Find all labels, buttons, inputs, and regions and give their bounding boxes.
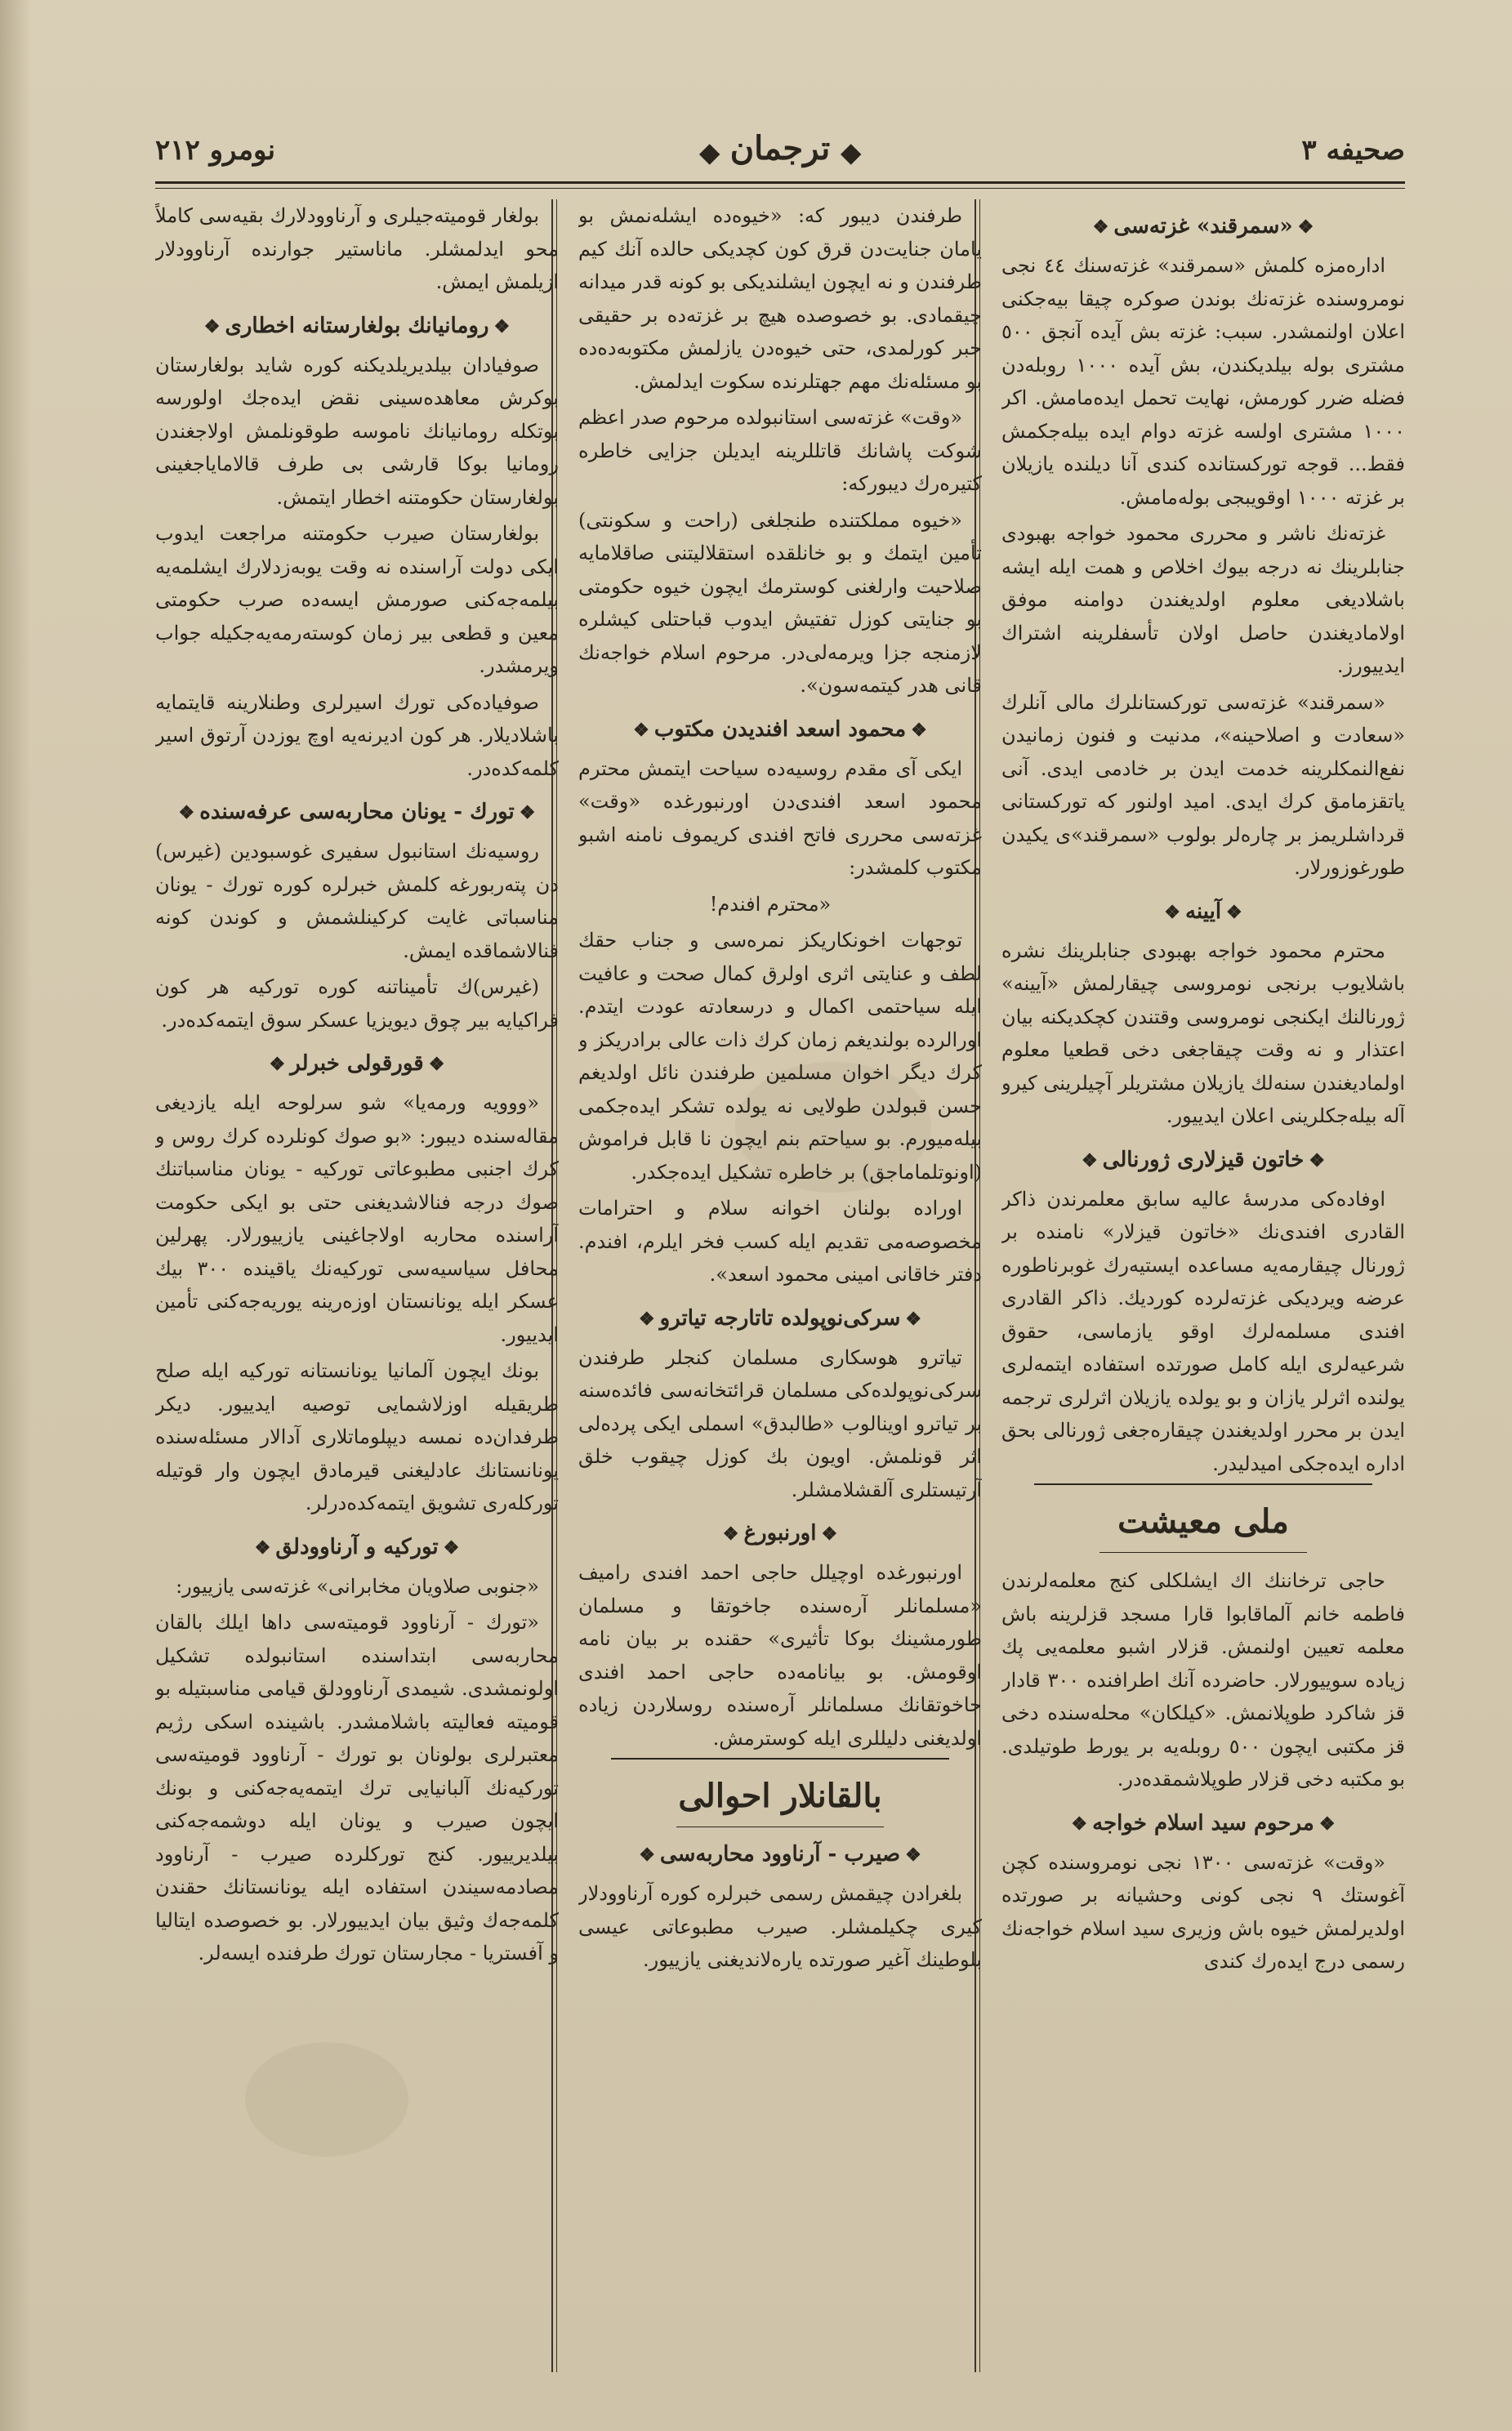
heading-text: «سمرقند» غزته‌سی [1113, 214, 1293, 239]
paragraph: محترم محمود خواجه بهبودی جنابلرینك نشره باشلایوب برنجی نومروسی چیقارلمش «آیینه» ژورنالنك ایکنجی نومروسی وقتندن کچکدیکنه بیان اعتذار و نه وقت چیقاجغی دخی قطعیا معلوم اولمادیغندن سنه‌لك یازیلان مشتریلر آچیلرینی کیرو آله بیله‌جکلرینی اعلان ایدییور. [1001, 939, 1405, 1127]
paragraph: بولغارستان صیرب حکومتنه مراجعت ایدوب ایکی دولت آراسنده نه وقت یوبه‌زدلارك ایشلمه‌یه بیلمه‌جه‌کنی صورمش ایسه‌ده صرب حکومتی معین و قطعی بیر زمان کوسته‌رمه‌یه‌جکیله جواب ویرمشدر. [155, 522, 559, 677]
paragraph: بولغار قومیته‌جیلری و آرناوودلارك بقیه‌سی کاملاً محو ایدلمشلر. ماناستیر جوارنده آرناوودلار ازیلمش ایمش. [155, 204, 559, 293]
paragraph: تیاترو هوسکاری مسلمان کنجلر طرفندن سرکی‌نوپولده‌کی مسلمان قرائتخانه‌سی فائده‌سنه بر تیاترو اوینالوب «طالبدق» اسملی ایکی پرده‌لی اثر قونلمش. اویون بك کوزل چیقوب خلق آرتیستلری آلقشلامشلر. [578, 1345, 982, 1501]
section-title: ملی معیشت [1117, 1502, 1289, 1541]
article-heading: ❖اورنبورغ❖ [722, 1521, 838, 1546]
paragraph: «محترم افندم! [709, 892, 832, 916]
article-heading: ❖قورقولی خبرلر❖ [269, 1051, 445, 1076]
paragraph: «وقت» غزته‌سی استانبولده مرحوم صدر اعظم شوکت پاشانك قاتللرینه ایدیلن جزایی خاطره کتیره‌رك دیبورکه: [578, 406, 982, 495]
paragraph: «وقت» غزته‌سی ١٣٠٠ نجی نومروسنده کچن آغوستك ٩ نجی کونی وحشیانه بر صورتده اولدیرلمش خیوه باش وزیری سید اسلام خواجه‌نك رسمی درج ایده‌رك کندی [1001, 1850, 1405, 1973]
paragraph: اوراده بولنان اخوانه سلام و احترامات مخصوصه‌می تقدیم ایله کسب فخر ایلرم، افندم. دفتر خاقانی امینی محمود اسعد». [578, 1197, 982, 1286]
heading-text: قورقولی خبرلر [290, 1051, 424, 1076]
paragraph: اداره‌مزه کلمش «سمرقند» غزته‌سنك ٤٤ نجی نومروسنده غزته‌نك بوندن صوكره چیقا بیه‌جکنی اعلان اولنمشدر. سبب: غزته بش آیده آنجق ٥٠٠ مشتری بوله بیلدیکندن، بش آیده ١٠٠٠ روبله‌دن فضله ضرر کورمش، نهایت تحمل ایده‌مامش. اکر ١٠٠٠ مشتری اولسه غزته دوام ایده بیله‌جکمش فقط... قوجه تورکستانده کندی آنا دیلنده یازیلان بر غزته ١٠٠٠ اوقویبجی بوله‌مامش. [1001, 254, 1405, 509]
section-rule [611, 1758, 949, 1760]
paragraph: توجهات اخونکاریکز نمره‌سی و جناب حقك لطف و عنایتی اثری اولرق کمال صحت و عافیت ایله سیاحتمی اکمال و درسعادته عودت ایتدم. اورالرده بولندیغم زمان کرك ذات عالی برادریکز و کرك دیگر اخوان مسلمین طرفندن نائل اولدیغم حسن قبولدن طولایی نه یولده تشکر ایده‌جکمی بیله‌میورم. بو سیاحتم بنم ایچون نا قابل فراموش (اونوتلماماجق) بر خاطره تشکیل ایده‌جکدر. [578, 929, 982, 1184]
section-title: بالقانلار احوالی [678, 1777, 882, 1815]
heading-text: تورکیه و آرناوودلق [275, 1534, 439, 1559]
article-heading: ❖رومانیانك بولغارستانه اخطاری❖ [203, 313, 511, 338]
paragraph: حاجی ترخاننك اك ایشلکلی کنج معلمه‌لرندن فاطمه خانم آلماقابوا قارا مسجد قزلرینه باش معلمه تعیین اولنمش. قزلار اشبو معلمه‌یی پك زیاده سوییورلار. حاضرده آنك اطرافنده ٣٠٠ قادار قز شاکرد طوپلانمش. «کیلکان» محله‌سنده دخی قز مکتبی ایچون ٥٠٠ روبله‌یه بر یورط طوتیلدی. بو مکتبه دخی قزلار طوپلاشمقده‌در. [1001, 1569, 1405, 1791]
article-heading: ❖خاتون قیزلاری ژورنالی❖ [1081, 1147, 1326, 1172]
paragraph: «خیوه مملکتنده طنجلغی (راحت و سکونتی) تأمین ایتمك و بو خانلقده استقلالیتنی صاقلامایه صلاحیت وارلغنی کوسترمك ایچون خیوه حکومتی بو جنایتی کوزل تفتیش ایدوب قباحتلی کیشلره لازمنجه جزا ویرمه‌لی‌در. مرحوم اسلام خواجه‌نك قانی هدر کیتمه‌سون». [578, 508, 982, 697]
section-rule [1034, 1483, 1372, 1485]
heading-text: محمود اسعد افندیدن مکتوب [653, 716, 907, 742]
paragraph: روسیه‌نك استانبول سفیری غوسبودین (غیرس) دن پته‌ربورغه کلمش خبرلره کوره تورك - یونان مناسباتی غایت کرکینلشمش و کوندن کونه فنالاشماقده ایمش. [155, 840, 559, 962]
heading-text: صیرب - آرناوود محاربه‌سی [659, 1842, 901, 1867]
heading-text: سرکی‌نوپولده تاتارجه تیاترو [659, 1305, 901, 1331]
masthead [155, 123, 1405, 188]
column-middle [578, 199, 982, 2372]
paragraph: بلغرادن چیقمش رسمی خبرلره کوره آرناوودلار کیری چکیلمشلر. صیرب مطبوعاتی عیسی بلوطینك آغیر صورتده یاره‌لاندیغنی یازییور. [578, 1882, 982, 1971]
column-left [155, 199, 559, 2372]
paragraph: غزته‌نك ناشر و محرری محمود خواجه بهبودی جنابلرینك نه درجه بیوك اخلاص و همت ایله ایشه باشلادیغی معلوم اولدیغندن دوامنه موفق اولاماديغندن حاصل اولان تأسفلرینه اشتراك ایدییورز. [1001, 522, 1405, 677]
heading-text: رومانیانك بولغارستانه اخطاری [225, 313, 489, 338]
article-heading: ❖«سمرقند» غزته‌سی❖ [1092, 214, 1314, 239]
paragraph: صوفیاده‌کی تورك اسیرلری وطنلارینه قایتمایه باشلادیلار. هر کون ادیرنه‌یه اوچ یوزدن آرتوق اسیر کلمه‌کده‌در. [155, 690, 559, 780]
paragraph: اوفاده‌کی مدرسهٔ عالیه سابق معلمرندن ذاکر القادری افندی‌نك «خاتون قیزلار» نامنده بر ژورنال چیقارمه‌یه مساعده ایستیه‌رك غوبرناطوره عرضه ویردیکی غزته‌لرده کوردیك. ذاکر القادری افندی مسلمه‌لرك اوقو یازماسی، حقوق شرعیه‌لری ایله کامل صورتده استفاده ایتمه‌لری یولنده اثرلر یازان و بو یولده یازیلان اثرلری ترجمه ایدن بر محرر اولدیغندن چیقاره‌جغی ژورنالی بحق اداره ایده‌جکی امیدلیدر. [1001, 1187, 1405, 1475]
column-right [1001, 199, 1405, 2372]
paragraph: «تورك - آرناوود قومیته‌سی داها ایلك بالقان محاربه‌سی ابتداسنده استانبولده تشکیل اولونمشدی. شیمدی آرناوودلق قیامی مناسبتیله بو قومیته فعالیته باشلامشدر. باشینده اسکی رژیم معتبرلری بولونان بو تورك - آرناوود قومیته‌سی تورکیه‌نك آلبانیایی ترك ایتمه‌یه‌جه‌کنی و بونك ایچون صیرب و یونان ایله دوشمه‌جه‌کنی بیلدیرییور. کنج تورکلرده صیرب - آرناوود مصادمه‌سیندن استفاده ایله یونانستانك حقندن کلمه‌جه‌ك وثیق بیان ایدییورلار. بو خصوصده ایتالیا و آفستریا - مجارستان تورك طرفنده ایسه‌لر. [155, 1611, 559, 1965]
masthead-rule [155, 181, 1405, 184]
issue-number-label: نومرو ۲۱۲ [155, 134, 276, 167]
newspaper-title: ترجمان [709, 129, 852, 167]
section-rule-thin [1099, 1552, 1307, 1553]
article-columns [155, 199, 1405, 2372]
heading-text: اورنبورغ [743, 1521, 817, 1546]
article-heading: ❖تورکیه و آرناوودلق❖ [254, 1534, 460, 1559]
paragraph: بونك ایچون آلمانیا یونانستانه تورکیه ایله صلح طریقیله اوزلاشمایی توصیه ایدییور. دیکر طرفدان‌ده نمسه دیپلوماتلاری آدالار مسئله‌سنده یونانستانك عادلیغنی قیرمادق ایچون وار قوتیله تورکله‌ری تشویق ایتمه‌کده‌درلر. [155, 1359, 559, 1514]
heading-text: آیینه [1184, 899, 1222, 924]
paragraph: «ووویه ورمه‌یا» شو سرلوحه ایله یازدیغی مقاله‌سنده دیبور: «بو صوك کونلرده کرك روس و کرك اجنبی مطبوعاتی تورکیه - یونان مناسباتنك صوك درجه فنالاشدیغنی حتی بو ایکی حکومت آراسنده محاربه اولاجاغینی یازییورلار. پهرلین محافل سیاسیه‌سی تورکیه‌نك یاقینده ٣٠٠ بیك عسکر ایله یونانستان اوزه‌رینه یوریه‌جه‌کنی تأمین ایدییور. [155, 1091, 559, 1346]
paragraph: اورنبورغده اوچیلل حاجی احمد افندی رامیف «مسلمانلر آره‌سنده جاخوتقا و مسلمان طورمشینك بوکا تأثیری» حقنده بر بیان نامه اوقومش. بو بیانامه‌ده حاجی احمد افندی جاخوتقانك مسلمانلر آره‌سنده روسلاردن زیاده اولدیغنی دلیللری ایله کوسترمش. [578, 1561, 982, 1750]
paragraph: طرفندن دیبور که: «خیوه‌ده ایشله‌نمش بو یامان جنایت‌دن قرق کون کچدیکی حالده آنك کیم طرفندن و نه ایچون ایشلندیکی بو کونه قدر میدانه چیقمادی. بو خصوصده هیچ بر غزته‌ده بر حقیقی خبر کورلمدی، حتی خیوه‌دن یازلمش مکتوبه‌ده‌ده بو مسئله‌نك مهم جهتلرنده سکوت ایدلمش. [578, 204, 982, 393]
paragraph: «سمرقند» غزته‌سی تورکستانلرك مالی آنلرك «سعادت و اصلاحینه»، مدنیت و فنون زمانیدن نفع‌النمکلرینه خدمت ایدن بر خادمی ایدی. آنی یاتقزمامق کرك ایدی. امید اولنور که تورکستانی قرداشلریمز بر چاره‌لر بولوب «سمرقند»ی یکیدن طورغوزورلار. [1001, 690, 1405, 879]
paragraph: صوفیادان بیلدیریلدیکنه کوره شاید بولغارستان بوکرش معاهده‌سینی نقض ایده‌جك اولورسه بوتکله رومانیانك ناموسه طوقونلمش اولاجغندن رومانیا بوکا قارشی بی طرف قالامایاجغینی بولغارستان حکومتنه اخطار ایتمش. [155, 353, 559, 509]
paragraph: «جنوبی صلاویان مخابرانی» غزته‌سی یازییور: [176, 1574, 539, 1598]
paragraph: (غیرس)ك تأمیناتنه کوره تورکیه هر کون فراکیایه بیر چوق دیویزیا عسکر سوق ایتمه‌کده‌در. [155, 975, 559, 1032]
masthead-rule-thin [155, 188, 1405, 189]
article-heading: ❖محمود اسعد افندیدن مکتوب❖ [633, 716, 927, 742]
article-heading: ❖تورك - یونان محاربه‌سی عرفه‌سنده❖ [178, 800, 536, 824]
page-edge-shadow [0, 0, 31, 2431]
heading-text: تورك - یونان محاربه‌سی عرفه‌سنده [199, 800, 515, 824]
paragraph: ایکی آی مقدم روسیه‌ده سیاحت ایتمش محترم محمود اسعد افندی‌دن اورنبورغده «وقت» غزته‌سی محرری فاتح افندی کریموف نامنه اشبو مکتوب کلمشدر: [578, 756, 982, 879]
article-heading: ❖صیرب - آرناوود محاربه‌سی❖ [639, 1842, 921, 1867]
heading-text: خاتون قیزلاری ژورنالی [1102, 1147, 1305, 1172]
article-heading: ❖آیینه❖ [1164, 899, 1242, 924]
page-number-label: صحیفه ۳ [1301, 134, 1405, 167]
article-heading: ❖سرکی‌نوپولده تاتارجه تیاترو❖ [638, 1305, 922, 1331]
article-heading: ❖مرحوم سید اسلام خواجه❖ [1071, 1810, 1336, 1836]
heading-text: مرحوم سید اسلام خواجه [1092, 1810, 1314, 1836]
